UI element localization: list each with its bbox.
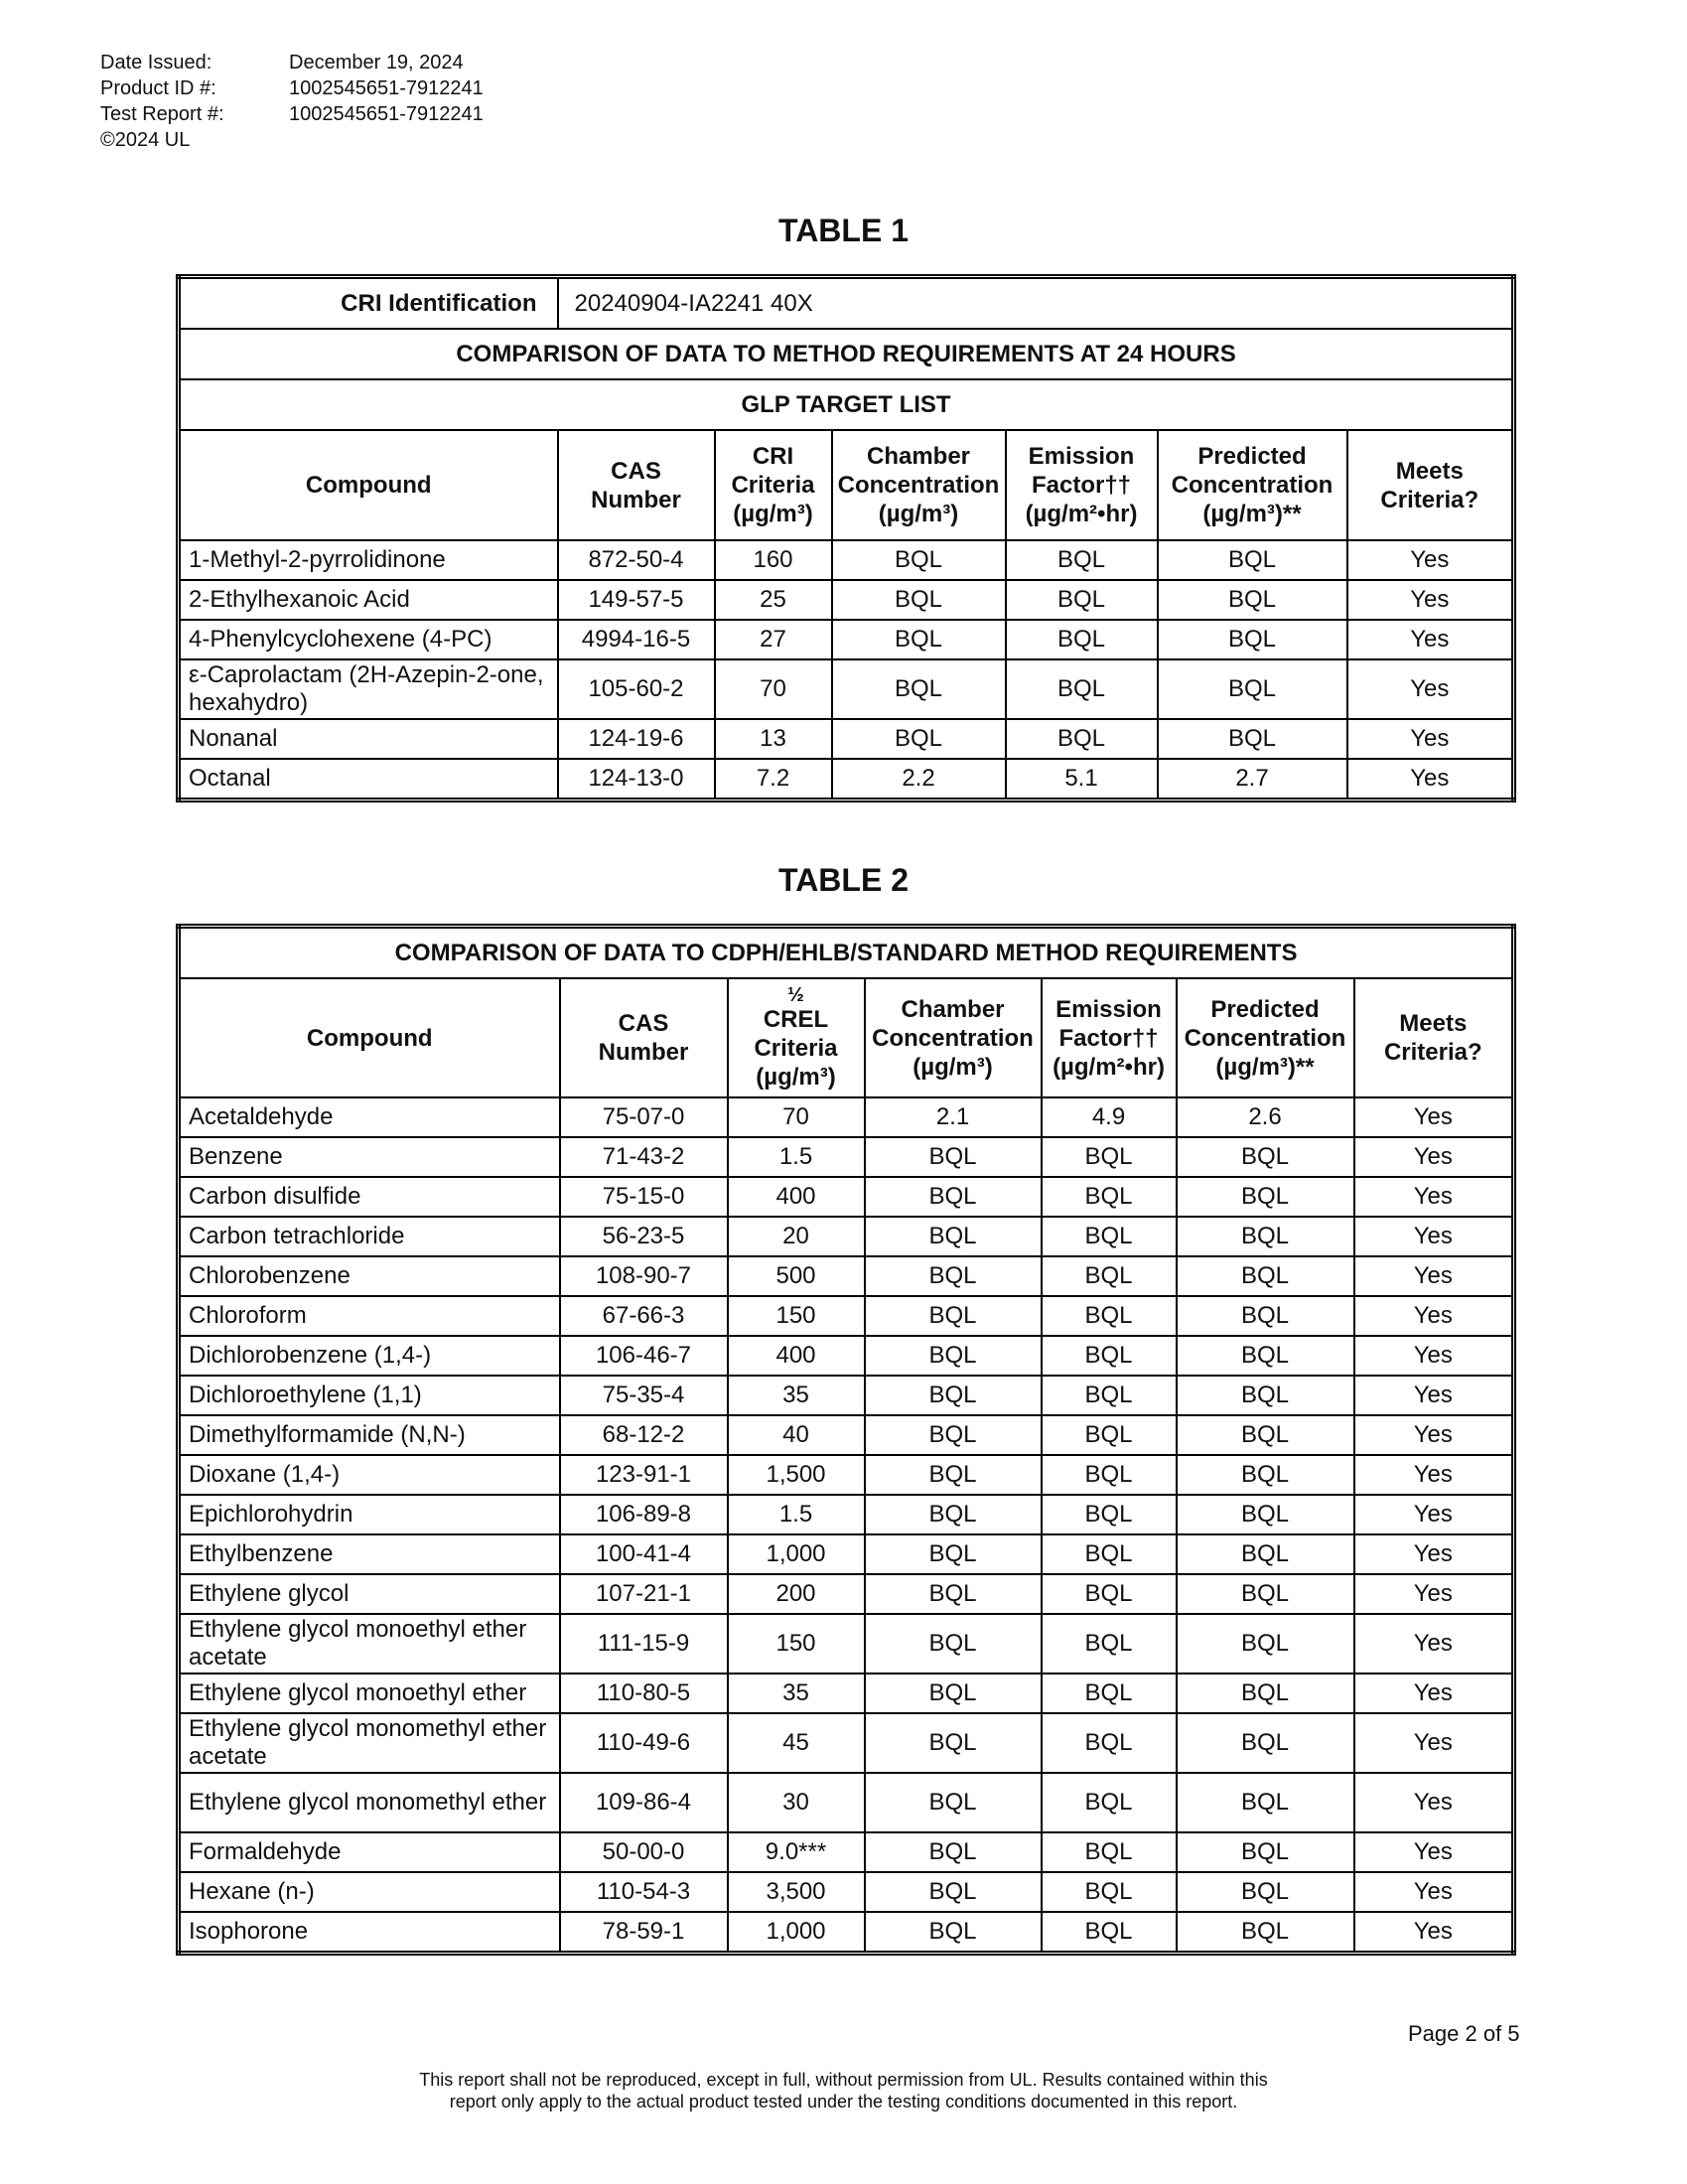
cell-meets: Yes <box>1347 620 1514 659</box>
cell-criteria: 150 <box>728 1614 865 1674</box>
cell-chamber: BQL <box>832 580 1006 620</box>
table-row <box>179 1177 1514 1217</box>
cell-emission: BQL <box>1042 1177 1177 1217</box>
cell-criteria: 500 <box>728 1256 865 1296</box>
cell-meets: Yes <box>1354 1097 1514 1137</box>
cell-cas: 109-86-4 <box>560 1773 728 1832</box>
cell-meets: Yes <box>1354 1177 1514 1217</box>
cell-predicted: BQL <box>1177 1614 1354 1674</box>
cell-compound: Hexane (n-) <box>179 1872 560 1912</box>
cell-cas: 78-59-1 <box>560 1912 728 1954</box>
cell-predicted: BQL <box>1158 620 1347 659</box>
table-row <box>179 1097 1514 1137</box>
table-1-subbanner: GLP TARGET LIST <box>179 379 1514 430</box>
cri-identification-value: 20240904-IA2241 40X <box>558 277 1514 330</box>
table-row <box>179 1574 1514 1614</box>
cell-criteria: 27 <box>715 620 832 659</box>
cell-predicted: BQL <box>1177 1455 1354 1495</box>
cell-chamber: BQL <box>865 1217 1042 1256</box>
table-row <box>179 1455 1514 1495</box>
cell-cas: 124-13-0 <box>558 759 715 801</box>
cell-predicted: BQL <box>1177 1832 1354 1872</box>
cell-compound: Acetaldehyde <box>179 1097 560 1137</box>
cell-compound: Ethylene glycol monoethyl ether <box>179 1674 560 1713</box>
table-row <box>179 540 1514 580</box>
col-criteria: CRI Criteria (µg/m³) <box>715 430 832 540</box>
cell-compound: Ethylene glycol <box>179 1574 560 1614</box>
cell-predicted: BQL <box>1177 1336 1354 1376</box>
cell-emission: BQL <box>1042 1415 1177 1455</box>
col-compound: Compound <box>179 430 558 540</box>
cell-emission: BQL <box>1042 1614 1177 1674</box>
cell-predicted: BQL <box>1177 1713 1354 1773</box>
cell-compound: Ethylene glycol monomethyl ether acetate <box>179 1713 560 1773</box>
cell-emission: BQL <box>1006 620 1158 659</box>
cell-meets: Yes <box>1354 1137 1514 1177</box>
cell-cas: 100-41-4 <box>560 1534 728 1574</box>
cell-meets: Yes <box>1354 1296 1514 1336</box>
cell-cas: 107-21-1 <box>560 1574 728 1614</box>
test-report-label: Test Report #: <box>100 103 224 125</box>
col-predicted: Predicted Concentration (µg/m³)** <box>1177 978 1354 1097</box>
table-row <box>179 1713 1514 1773</box>
cell-chamber: BQL <box>865 1177 1042 1217</box>
cell-chamber: 2.2 <box>832 759 1006 801</box>
cell-cas: 110-80-5 <box>560 1674 728 1713</box>
cell-cas: 50-00-0 <box>560 1832 728 1872</box>
copyright: ©2024 UL <box>100 129 191 151</box>
cell-criteria: 1.5 <box>728 1137 865 1177</box>
cell-criteria: 35 <box>728 1674 865 1713</box>
cell-chamber: BQL <box>865 1256 1042 1296</box>
cell-meets: Yes <box>1354 1912 1514 1954</box>
cell-chamber: BQL <box>865 1137 1042 1177</box>
cell-emission: BQL <box>1042 1574 1177 1614</box>
table-row <box>179 1296 1514 1336</box>
cell-cas: 123-91-1 <box>560 1455 728 1495</box>
col-predicted: Predicted Concentration (µg/m³)** <box>1158 430 1347 540</box>
cell-criteria: 160 <box>715 540 832 580</box>
cell-criteria: 1,000 <box>728 1912 865 1954</box>
cell-chamber: BQL <box>865 1296 1042 1336</box>
cell-criteria: 150 <box>728 1296 865 1336</box>
cell-meets: Yes <box>1354 1415 1514 1455</box>
cell-emission: BQL <box>1042 1137 1177 1177</box>
cell-predicted: BQL <box>1177 1376 1354 1415</box>
cell-criteria: 45 <box>728 1713 865 1773</box>
cell-meets: Yes <box>1354 1256 1514 1296</box>
col-emission: Emission Factor†† (µg/m²•hr) <box>1042 978 1177 1097</box>
cell-chamber: BQL <box>832 540 1006 580</box>
product-id-value: 1002545651-7912241 <box>289 77 484 99</box>
report-meta <box>100 50 484 153</box>
table-1 <box>176 274 1516 802</box>
table-row <box>179 659 1514 719</box>
cell-cas: 67-66-3 <box>560 1296 728 1336</box>
cell-chamber: BQL <box>865 1773 1042 1832</box>
cell-cas: 106-89-8 <box>560 1495 728 1534</box>
col-meets: Meets Criteria? <box>1354 978 1514 1097</box>
date-issued-value: December 19, 2024 <box>289 52 464 73</box>
cell-emission: 4.9 <box>1042 1097 1177 1137</box>
cell-meets: Yes <box>1347 659 1514 719</box>
cell-compound: ε-Caprolactam (2H-Azepin-2-one, hexahydro) <box>179 659 558 719</box>
cell-meets: Yes <box>1354 1376 1514 1415</box>
cell-chamber: BQL <box>865 1455 1042 1495</box>
cell-cas: 75-15-0 <box>560 1177 728 1217</box>
cell-compound: Benzene <box>179 1137 560 1177</box>
table-row <box>179 620 1514 659</box>
cell-cas: 68-12-2 <box>560 1415 728 1455</box>
table-row <box>179 580 1514 620</box>
cell-predicted: BQL <box>1177 1574 1354 1614</box>
cell-meets: Yes <box>1354 1773 1514 1832</box>
cell-predicted: BQL <box>1177 1177 1354 1217</box>
cell-predicted: 2.6 <box>1177 1097 1354 1137</box>
cri-identification-label: CRI Identification <box>179 277 558 330</box>
cell-compound: Chloroform <box>179 1296 560 1336</box>
cell-compound: 4-Phenylcyclohexene (4-PC) <box>179 620 558 659</box>
cell-chamber: BQL <box>865 1614 1042 1674</box>
cell-compound: Ethylbenzene <box>179 1534 560 1574</box>
table-row <box>179 1217 1514 1256</box>
col-chamber: Chamber Concentration (µg/m³) <box>865 978 1042 1097</box>
cell-predicted: BQL <box>1177 1872 1354 1912</box>
cell-chamber: BQL <box>865 1336 1042 1376</box>
cell-predicted: BQL <box>1177 1773 1354 1832</box>
cell-criteria: 400 <box>728 1177 865 1217</box>
cell-criteria: 1,500 <box>728 1455 865 1495</box>
cell-emission: BQL <box>1006 540 1158 580</box>
cell-criteria: 20 <box>728 1217 865 1256</box>
cell-emission: 5.1 <box>1006 759 1158 801</box>
cell-chamber: BQL <box>865 1832 1042 1872</box>
cell-cas: 4994-16-5 <box>558 620 715 659</box>
cell-cas: 110-54-3 <box>560 1872 728 1912</box>
cell-chamber: BQL <box>865 1495 1042 1534</box>
table-2-title: TABLE 2 <box>778 862 909 898</box>
table-row <box>179 1415 1514 1455</box>
cell-emission: BQL <box>1042 1713 1177 1773</box>
cell-emission: BQL <box>1042 1832 1177 1872</box>
cell-emission: BQL <box>1042 1534 1177 1574</box>
cell-predicted: 2.7 <box>1158 759 1347 801</box>
cell-emission: BQL <box>1042 1495 1177 1534</box>
col-cas: CAS Number <box>558 430 715 540</box>
cell-compound: 2-Ethylhexanoic Acid <box>179 580 558 620</box>
cell-compound: Dimethylformamide (N,N-) <box>179 1415 560 1455</box>
cell-compound: Formaldehyde <box>179 1832 560 1872</box>
cell-chamber: BQL <box>832 659 1006 719</box>
cell-predicted: BQL <box>1177 1534 1354 1574</box>
cell-meets: Yes <box>1347 759 1514 801</box>
table-row <box>179 1137 1514 1177</box>
cell-cas: 149-57-5 <box>558 580 715 620</box>
table-row <box>179 759 1514 801</box>
cell-criteria: 1,000 <box>728 1534 865 1574</box>
cell-criteria: 35 <box>728 1376 865 1415</box>
table-2-header-row <box>179 978 1514 1097</box>
cell-predicted: BQL <box>1158 659 1347 719</box>
cell-compound: Chlorobenzene <box>179 1256 560 1296</box>
cell-emission: BQL <box>1042 1217 1177 1256</box>
test-report-value: 1002545651-7912241 <box>289 103 484 125</box>
cell-chamber: BQL <box>865 1912 1042 1954</box>
product-id-label: Product ID #: <box>100 77 216 99</box>
cell-criteria: 25 <box>715 580 832 620</box>
table-1-header-row <box>179 430 1514 540</box>
cell-emission: BQL <box>1042 1296 1177 1336</box>
cell-emission: BQL <box>1042 1912 1177 1954</box>
cell-predicted: BQL <box>1177 1415 1354 1455</box>
col-meets: Meets Criteria? <box>1347 430 1514 540</box>
cell-emission: BQL <box>1042 1256 1177 1296</box>
table-1-banner: COMPARISON OF DATA TO METHOD REQUIREMENTS AT 24 HOURS <box>179 329 1514 379</box>
cell-compound: Dichlorobenzene (1,4-) <box>179 1336 560 1376</box>
cell-criteria: 40 <box>728 1415 865 1455</box>
cell-compound: Epichlorohydrin <box>179 1495 560 1534</box>
cell-meets: Yes <box>1354 1614 1514 1674</box>
cell-predicted: BQL <box>1177 1256 1354 1296</box>
cell-meets: Yes <box>1354 1336 1514 1376</box>
date-issued-label: Date Issued: <box>100 52 212 73</box>
cell-cas: 75-35-4 <box>560 1376 728 1415</box>
cell-predicted: BQL <box>1177 1296 1354 1336</box>
cell-chamber: BQL <box>832 620 1006 659</box>
cell-chamber: BQL <box>865 1376 1042 1415</box>
cell-emission: BQL <box>1006 580 1158 620</box>
cell-cas: 106-46-7 <box>560 1336 728 1376</box>
table-row <box>179 1336 1514 1376</box>
cell-compound: Ethylene glycol monoethyl ether acetate <box>179 1614 560 1674</box>
cell-emission: BQL <box>1042 1773 1177 1832</box>
table-row <box>179 1256 1514 1296</box>
table-row <box>179 719 1514 759</box>
table-row <box>179 1832 1514 1872</box>
cell-compound: Nonanal <box>179 719 558 759</box>
cell-compound: Octanal <box>179 759 558 801</box>
cell-meets: Yes <box>1354 1832 1514 1872</box>
table-row <box>179 1773 1514 1832</box>
cell-criteria: 13 <box>715 719 832 759</box>
table-row <box>179 1614 1514 1674</box>
cell-meets: Yes <box>1354 1534 1514 1574</box>
cell-criteria: 3,500 <box>728 1872 865 1912</box>
cell-compound: Dioxane (1,4-) <box>179 1455 560 1495</box>
cell-chamber: BQL <box>865 1415 1042 1455</box>
cell-cas: 56-23-5 <box>560 1217 728 1256</box>
cell-cas: 872-50-4 <box>558 540 715 580</box>
cell-emission: BQL <box>1042 1376 1177 1415</box>
cell-compound: Isophorone <box>179 1912 560 1954</box>
cell-compound: Carbon tetrachloride <box>179 1217 560 1256</box>
cell-chamber: BQL <box>865 1713 1042 1773</box>
col-compound: Compound <box>179 978 560 1097</box>
cell-chamber: BQL <box>865 1534 1042 1574</box>
cell-meets: Yes <box>1354 1455 1514 1495</box>
cell-predicted: BQL <box>1177 1137 1354 1177</box>
col-chamber: Chamber Concentration (µg/m³) <box>832 430 1006 540</box>
cell-criteria: 9.0*** <box>728 1832 865 1872</box>
table-2 <box>176 924 1516 1956</box>
table-1-title: TABLE 1 <box>778 213 909 248</box>
col-cas: CAS Number <box>560 978 728 1097</box>
cell-meets: Yes <box>1354 1495 1514 1534</box>
cell-meets: Yes <box>1347 719 1514 759</box>
cell-cas: 111-15-9 <box>560 1614 728 1674</box>
cell-criteria: 70 <box>715 659 832 719</box>
cell-predicted: BQL <box>1158 580 1347 620</box>
cell-compound: Ethylene glycol monomethyl ether <box>179 1773 560 1832</box>
cell-emission: BQL <box>1006 719 1158 759</box>
cell-meets: Yes <box>1354 1574 1514 1614</box>
cell-emission: BQL <box>1042 1336 1177 1376</box>
cell-cas: 71-43-2 <box>560 1137 728 1177</box>
cell-meets: Yes <box>1354 1217 1514 1256</box>
cell-criteria: 400 <box>728 1336 865 1376</box>
table-row <box>179 1912 1514 1954</box>
page-number: Page 2 of 5 <box>1408 2021 1520 2046</box>
table-row <box>179 1872 1514 1912</box>
cell-predicted: BQL <box>1177 1495 1354 1534</box>
cell-emission: BQL <box>1042 1455 1177 1495</box>
col-emission: Emission Factor†† (µg/m²•hr) <box>1006 430 1158 540</box>
table-row <box>179 1534 1514 1574</box>
cell-compound: 1-Methyl-2-pyrrolidinone <box>179 540 558 580</box>
cell-chamber: BQL <box>865 1674 1042 1713</box>
cell-compound: Dichloroethylene (1,1) <box>179 1376 560 1415</box>
cell-chamber: BQL <box>865 1574 1042 1614</box>
cell-criteria: 70 <box>728 1097 865 1137</box>
cell-meets: Yes <box>1354 1872 1514 1912</box>
cell-cas: 105-60-2 <box>558 659 715 719</box>
cell-cas: 108-90-7 <box>560 1256 728 1296</box>
cell-meets: Yes <box>1347 540 1514 580</box>
cell-emission: BQL <box>1042 1872 1177 1912</box>
cell-chamber: 2.1 <box>865 1097 1042 1137</box>
cell-meets: Yes <box>1347 580 1514 620</box>
cell-chamber: BQL <box>832 719 1006 759</box>
cell-meets: Yes <box>1354 1674 1514 1713</box>
cell-predicted: BQL <box>1177 1912 1354 1954</box>
cell-cas: 124-19-6 <box>558 719 715 759</box>
cell-criteria: 30 <box>728 1773 865 1832</box>
table-2-banner: COMPARISON OF DATA TO CDPH/EHLB/STANDARD METHOD REQUIREMENTS <box>179 927 1514 979</box>
cell-predicted: BQL <box>1158 719 1347 759</box>
cell-criteria: 1.5 <box>728 1495 865 1534</box>
cell-emission: BQL <box>1006 659 1158 719</box>
cell-emission: BQL <box>1042 1674 1177 1713</box>
table-row <box>179 1376 1514 1415</box>
cell-cas: 75-07-0 <box>560 1097 728 1137</box>
table-row <box>179 1674 1514 1713</box>
table-row <box>179 1495 1514 1534</box>
footer-disclaimer: This report shall not be reproduced, except in full, without permission from UL. Results contained within this report only apply to the actual product tested under the testing conditions documented in this report. <box>419 2070 1268 2111</box>
cell-predicted: BQL <box>1177 1217 1354 1256</box>
col-criteria: ½ CREL Criteria (µg/m³) <box>728 978 865 1097</box>
cell-meets: Yes <box>1354 1713 1514 1773</box>
cell-criteria: 200 <box>728 1574 865 1614</box>
cell-compound: Carbon disulfide <box>179 1177 560 1217</box>
cell-criteria: 7.2 <box>715 759 832 801</box>
cell-predicted: BQL <box>1158 540 1347 580</box>
cell-chamber: BQL <box>865 1872 1042 1912</box>
cell-predicted: BQL <box>1177 1674 1354 1713</box>
cell-cas: 110-49-6 <box>560 1713 728 1773</box>
